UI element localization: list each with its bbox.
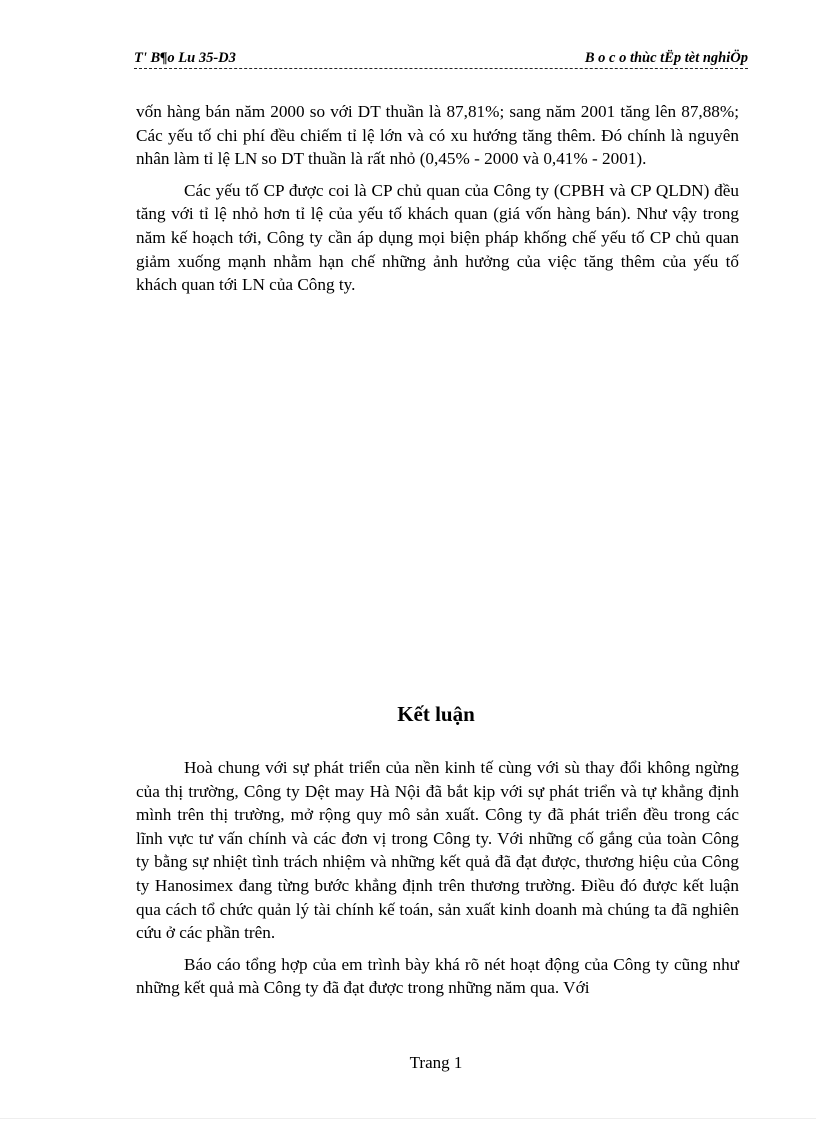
header-report-title: B o c o thùc tËp tèt nghiÖp	[584, 50, 748, 66]
conclusion-title: Kết luận	[397, 702, 475, 726]
paragraph: Các yếu tố CP được coi là CP chủ quan của Công ty (CPBH và CP QLDN) đều tăng với tỉ lệ nhỏ hơn tỉ lệ của yếu tố khách quan (giá vốn hàng bán). Như vậy trong năm kế hoạch tới, Công ty cần áp dụng mọi biện pháp khống chế yếu tố CP chủ quan giảm xuống mạnh nhằm hạn chế những ảnh hưởng của việc tăng thêm của yếu tố khách quan tới LN của Công ty.	[136, 180, 739, 295]
paragraph: vốn hàng bán năm 2000 so với DT thuần là 87,81%; sang năm 2001 tăng lên 87,88%; Các yếu tố chi phí đều chiếm tỉ lệ lớn và có xu hướng tăng thêm. Đó chính là nguyên nhân làm tỉ lệ LN so DT thuần là rất nhỏ (0,45% - 2000 và 0,41% - 2001).	[136, 102, 739, 169]
page-edge-divider	[0, 1118, 816, 1119]
paragraph: Hoà chung với sự phát triển của nền kinh tế cùng với sù thay đổi không ngừng của thị trường, Công ty Dệt may Hà Nội đã bắt kịp với sự phát triển và tự khẳng định mình trên thị trường, mở rộng quy mô sản xuất. Công ty đã phát triển đều trong các lĩnh vực tư vấn chính và các đơn vị trong Công ty. Với những cố gắng của toàn Công ty bằng sự nhiệt tình trách nhiệm và những kết quả đã đạt được, thương hiệu của Công ty Hanosimex đang từng bước khẳng định trên thương trường. Điều đó được kết luận qua cách tổ chức quản lý tài chính kế toán, sản xuất kinh doanh mà chúng ta đã nghiên cứu ở các phần trên.	[136, 758, 739, 943]
conclusion-body	[136, 756, 739, 1008]
section-body	[136, 100, 739, 305]
page-header	[134, 48, 748, 69]
header-author: T' B¶o Lu 35-D3	[134, 50, 236, 66]
paragraph: Báo cáo tổng hợp của em trình bày khá rõ nét hoạt động của Công ty cũng như những kết quả mà Công ty đã đạt được trong những năm qua. Với	[136, 954, 739, 998]
page-number: Trang 1	[409, 1053, 463, 1072]
